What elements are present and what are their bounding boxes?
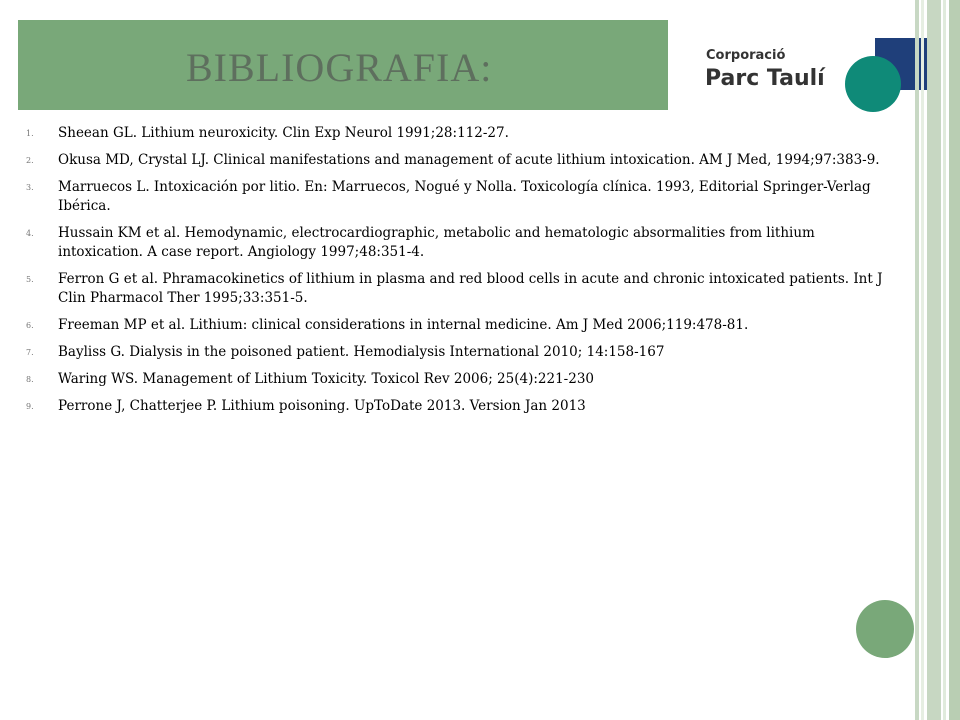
reference-item xyxy=(26,224,886,262)
reference-item xyxy=(26,151,886,170)
reference-number: 1. xyxy=(26,129,34,138)
decorative-circle xyxy=(856,600,914,658)
reference-number: 3. xyxy=(26,183,34,192)
reference-item xyxy=(26,270,886,308)
reference-text: Perrone J, Chatterjee P. Lithium poisoning. UpToDate 2013. Version Jan 2013 xyxy=(58,398,586,414)
reference-text: Bayliss G. Dialysis in the poisoned patient. Hemodialysis International 2010; 14:158-167 xyxy=(58,344,665,360)
reference-text: Waring WS. Management of Lithium Toxicity. Toxicol Rev 2006; 25(4):221-230 xyxy=(58,371,595,387)
reference-item xyxy=(26,178,886,216)
reference-number: 4. xyxy=(26,229,34,238)
reference-text: Marruecos L. Intoxicación por litio. En: Marruecos, Nogué y Nolla. Toxicología clínica. 1993, Editorial Springer-Verlag Ibérica. xyxy=(58,179,871,214)
reference-number: 6. xyxy=(26,321,34,330)
reference-number: 2. xyxy=(26,156,34,165)
reference-item xyxy=(26,343,886,362)
reference-item xyxy=(26,370,886,389)
reference-item xyxy=(26,316,886,335)
right-border-decoration xyxy=(915,0,960,720)
reference-text: Ferron G et al. Phramacokinetics of lithium in plasma and red blood cells in acute and chronic intoxicated patients. Int J Clin Pharmacol Ther 1995;33:351-5. xyxy=(58,271,883,306)
reference-text: Freeman MP et al. Lithium: clinical considerations in internal medicine. Am J Med 2006;119:478-81. xyxy=(58,317,749,333)
reference-number: 8. xyxy=(26,375,34,384)
reference-item xyxy=(26,124,886,143)
reference-number: 7. xyxy=(26,348,34,357)
reference-number: 9. xyxy=(26,402,34,411)
reference-item xyxy=(26,397,886,416)
slide-title: BIBLIOGRAFIA: xyxy=(186,45,493,90)
reference-text: Hussain KM et al. Hemodynamic, electrocardiographic, metabolic and hematologic absormalities from lithium intoxication. A case report. Angiology 1997;48:351-4. xyxy=(58,225,815,260)
parc-tauli-logo xyxy=(680,20,930,115)
logo-line1: Corporació xyxy=(706,48,786,63)
reference-text: Okusa MD, Crystal LJ. Clinical manifestations and management of acute lithium intoxication. AM J Med, 1994;97:383-9. xyxy=(58,152,880,168)
logo-teal-circle xyxy=(845,56,901,112)
reference-list xyxy=(26,124,886,424)
logo-line2: Parc Taulí xyxy=(705,66,825,91)
reference-number: 5. xyxy=(26,275,34,284)
reference-text: Sheean GL. Lithium neuroxicity. Clin Exp Neurol 1991;28:112-27. xyxy=(58,125,509,141)
